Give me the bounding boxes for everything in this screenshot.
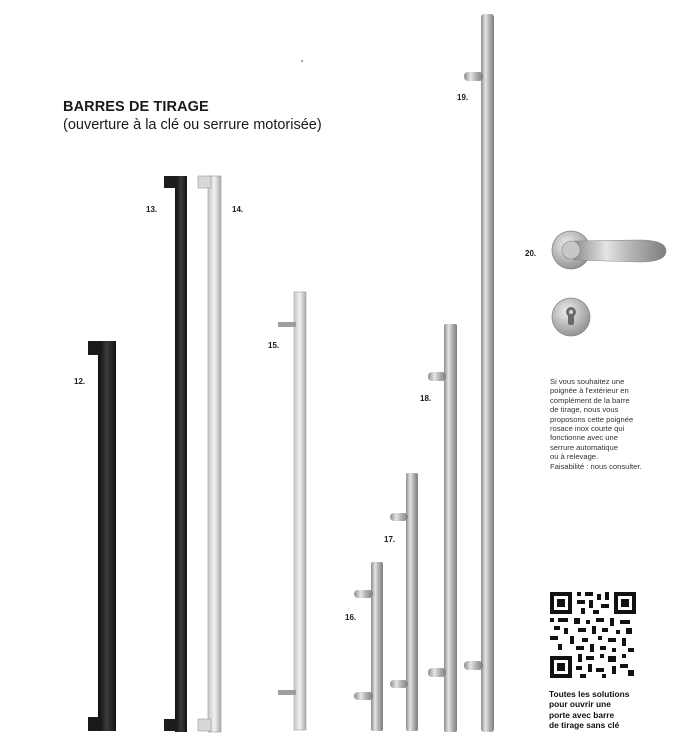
key-rosette-illustration xyxy=(552,298,590,336)
description-line: de tirage, nous vous xyxy=(550,405,619,415)
qr-call-to-action xyxy=(549,689,649,731)
cta-line: pour ouvrir une xyxy=(549,699,611,710)
description-line: fonctionne avec une xyxy=(550,433,618,443)
bar-19-illustration xyxy=(464,14,494,732)
bar-13-illustration xyxy=(164,176,187,732)
description-line: proposons cette poignée xyxy=(550,414,634,424)
bar-16-illustration xyxy=(354,562,383,731)
lever-handle-20-illustration xyxy=(552,231,666,269)
cta-line: de tirage sans clé xyxy=(549,720,620,731)
handle-description xyxy=(550,377,670,471)
page-title: BARRES DE TIRAGE xyxy=(63,99,209,115)
description-line: poignée à l'extérieur en xyxy=(550,386,629,396)
description-line: serrure automatique xyxy=(550,442,618,452)
label-13: 13. xyxy=(146,205,158,214)
bar-14-illustration xyxy=(198,176,221,732)
description-line: ou à relevage. xyxy=(550,452,599,462)
label-18: 18. xyxy=(420,394,432,403)
bar-12-illustration xyxy=(88,341,116,731)
label-16: 16. xyxy=(345,613,357,622)
cta-line: porte avec barre xyxy=(549,709,615,720)
label-15: 15. xyxy=(268,341,280,350)
cta-line: Toutes les solutions xyxy=(549,689,630,699)
label-17: 17. xyxy=(384,535,396,544)
page-subtitle: (ouverture à la clé ou serrure motorisée) xyxy=(63,117,322,133)
description-line: Si vous souhaitez une xyxy=(550,377,625,386)
bar-17-illustration xyxy=(390,473,418,731)
label-19: 19. xyxy=(457,93,469,102)
bar-18-illustration xyxy=(428,324,457,732)
qr-code xyxy=(550,592,636,678)
description-line: rosace inox courte qui xyxy=(550,424,625,434)
label-14: 14. xyxy=(232,205,244,214)
description-line: complément de la barre xyxy=(550,395,630,405)
label-12: 12. xyxy=(74,377,86,386)
bar-15-illustration xyxy=(278,292,306,730)
label-20: 20. xyxy=(525,249,537,258)
description-line: Faisabilité : nous consulter. xyxy=(550,461,642,471)
